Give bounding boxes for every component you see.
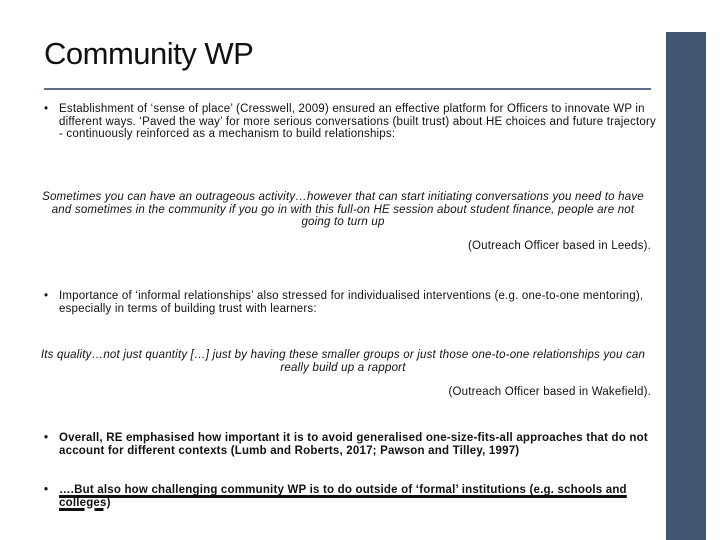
bullet-marker: •: [44, 484, 49, 496]
bullet-text: Overall, RE emphasised how important it is to avoid generalised one-size-fits-all approaches that do not account for different contexts (Lumb and Roberts, 2017; Pawson and Tilley, 1997): [59, 432, 648, 457]
bullet-sense-of-place: [44, 103, 659, 141]
bullet-text: ….But also how challenging community WP is to do outside of ‘formal’ institutions (e.g. schools and colleges): [59, 484, 627, 509]
bullet-overall-re: [44, 432, 659, 457]
title-divider: [44, 88, 651, 90]
quote-attribution-leeds: (Outreach Officer based in Leeds).: [467, 240, 651, 252]
quote-text: Its quality…not just quantity […] just by having these smaller groups or just those one-to-one relationships you can really build up a rapport: [40, 349, 646, 374]
bullet-text: Establishment of ‘sense of place’ (Cresswell, 2009) ensured an effective platform for Officers to innovate WP in different ways. ‘Paved the way’ for more serious conversations (built trust) about HE choices and future trajectory - continuously reinforced as a mechanism to build relationships:: [59, 103, 656, 140]
side-accent-bar: [666, 32, 706, 540]
bullet-informal-relationships: [44, 290, 659, 315]
quote-wakefield: [40, 349, 646, 374]
bullet-marker: •: [44, 290, 49, 302]
quote-leeds: [40, 191, 646, 229]
quote-attribution-wakefield: (Outreach Officer based in Wakefield).: [448, 386, 651, 398]
bullet-text: Importance of ‘informal relationships’ also stressed for individualised interventions (e.g. one-to-one mentoring), especially in terms of building trust with learners:: [59, 290, 644, 315]
bullet-marker: •: [44, 432, 49, 444]
bullet-marker: •: [44, 103, 49, 115]
quote-text: Sometimes you can have an outrageous activity…however that can start initiating conversations you need to have and sometimes in the community if you go in with this full-on HE session about student finance, people are not going to turn up: [42, 191, 644, 228]
page-title: Community WP: [44, 36, 254, 71]
bullet-challenging-community-wp: [44, 484, 659, 509]
